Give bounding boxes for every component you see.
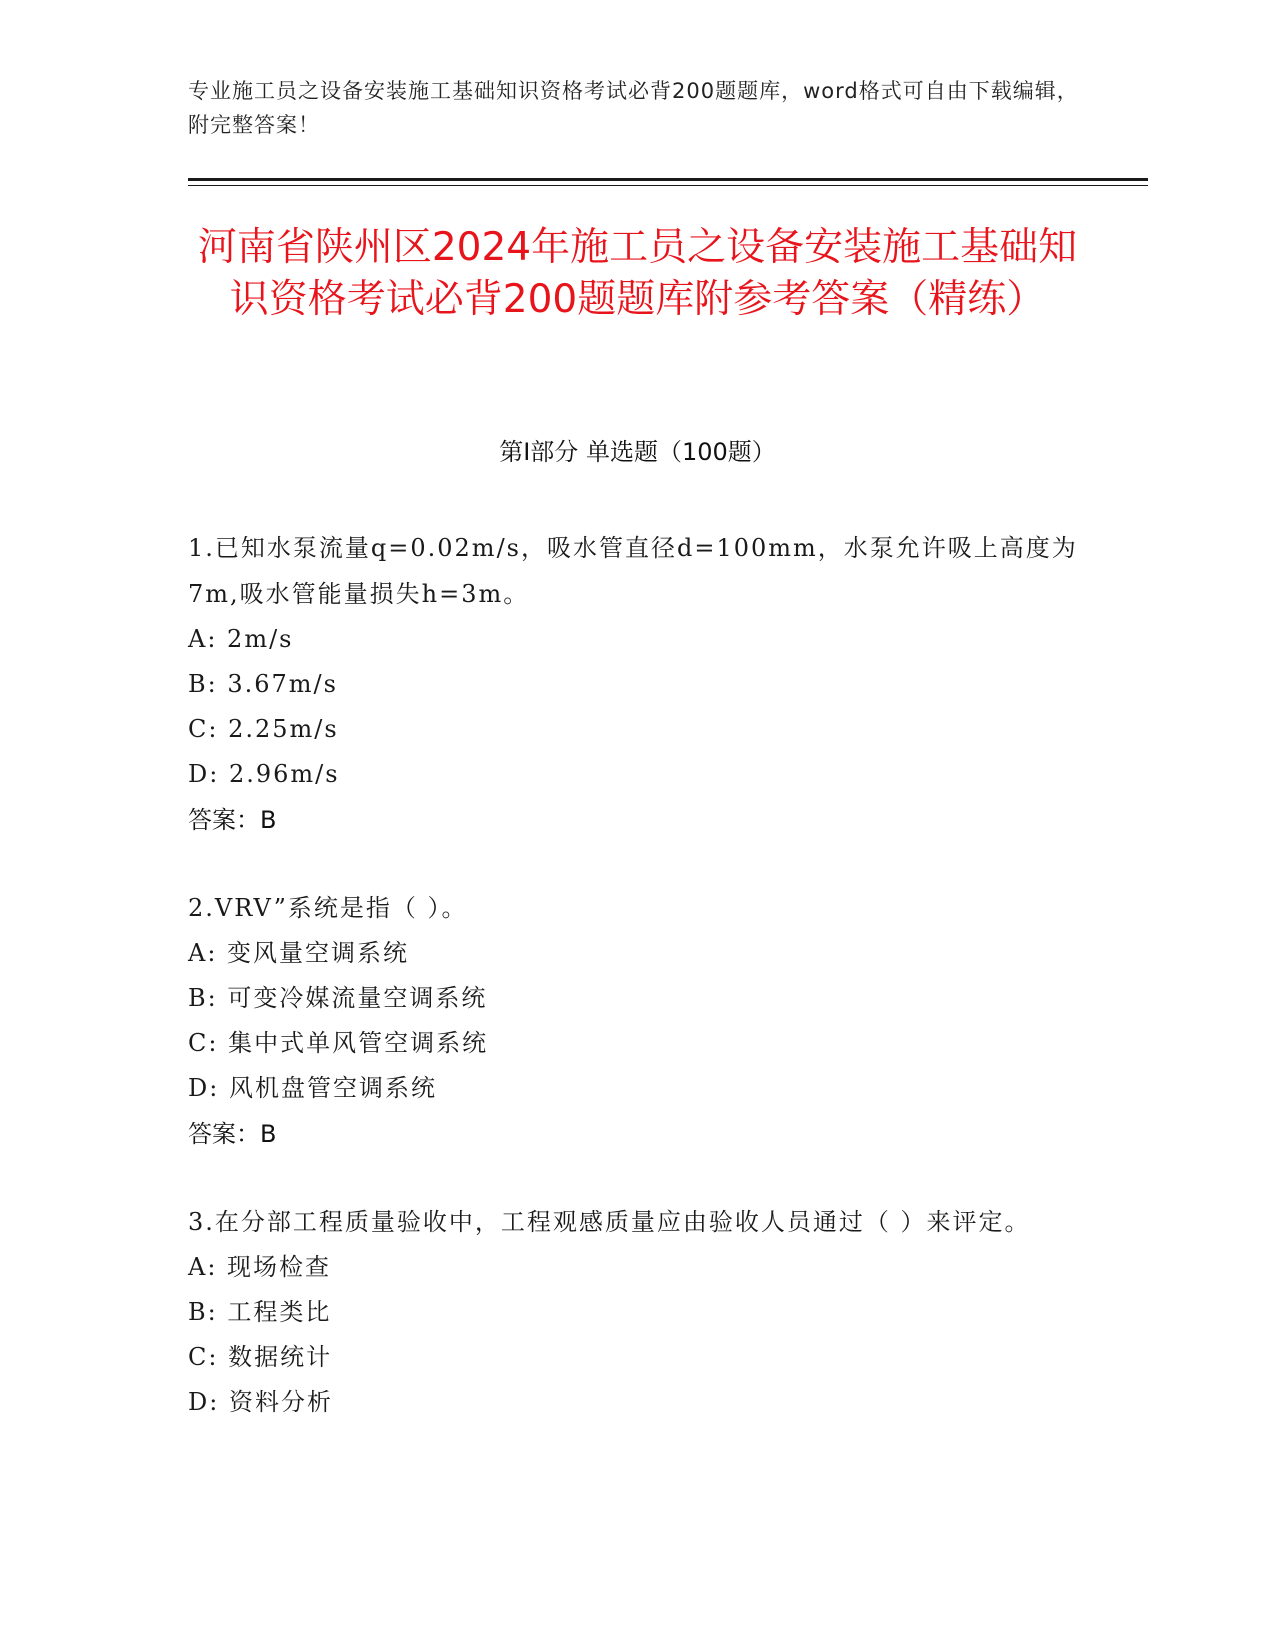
header-divider-thin: [188, 185, 1148, 186]
question-2: [188, 885, 1088, 1157]
question-stem: 1.已知水泵流量q=0.02m/s，吸水管直径d=100mm，水泵允许吸上高度为7m,吸水管能量损失h=3m。: [188, 534, 1078, 608]
option-a: A: 2m/s: [188, 625, 294, 653]
answer-line: 答案：B: [188, 1120, 277, 1148]
option-c: C: 数据统计: [188, 1343, 333, 1371]
option-d: D: 资料分析: [188, 1388, 333, 1416]
question-stem: 3.在分部工程质量验收中，工程观感质量应由验收人员通过（ ）来评定。: [188, 1208, 1031, 1236]
option-a: A: 现场检查: [188, 1253, 332, 1281]
header-note: 专业施工员之设备安装施工基础知识资格考试必背200题题库，word格式可自由下载编辑，附完整答案！: [188, 79, 1079, 137]
section-heading: 第Ⅰ部分 单选题（100题）: [499, 438, 776, 466]
option-c: C: 2.25m/s: [188, 715, 339, 743]
document-title: 河南省陕州区2024年施工员之设备安装施工基础知识资格考试必背200题题库附参考答案（精练）: [197, 225, 1078, 322]
option-d: D: 风机盘管空调系统: [188, 1074, 437, 1102]
option-b: B: 3.67m/s: [188, 670, 338, 698]
option-b: B: 可变冷媒流量空调系统: [188, 984, 488, 1012]
option-c: C: 集中式单风管空调系统: [188, 1029, 489, 1057]
question-3: [188, 1199, 1088, 1425]
question-1: [188, 525, 1088, 843]
option-a: A: 变风量空调系统: [188, 939, 410, 967]
question-stem: 2.VRV”系统是指（ ）。: [188, 894, 468, 922]
answer-line: 答案：B: [188, 806, 277, 834]
option-d: D: 2.96m/s: [188, 760, 340, 788]
question-list: [188, 525, 1088, 1467]
option-b: B: 工程类比: [188, 1298, 332, 1326]
header-divider-thick: [188, 178, 1148, 181]
